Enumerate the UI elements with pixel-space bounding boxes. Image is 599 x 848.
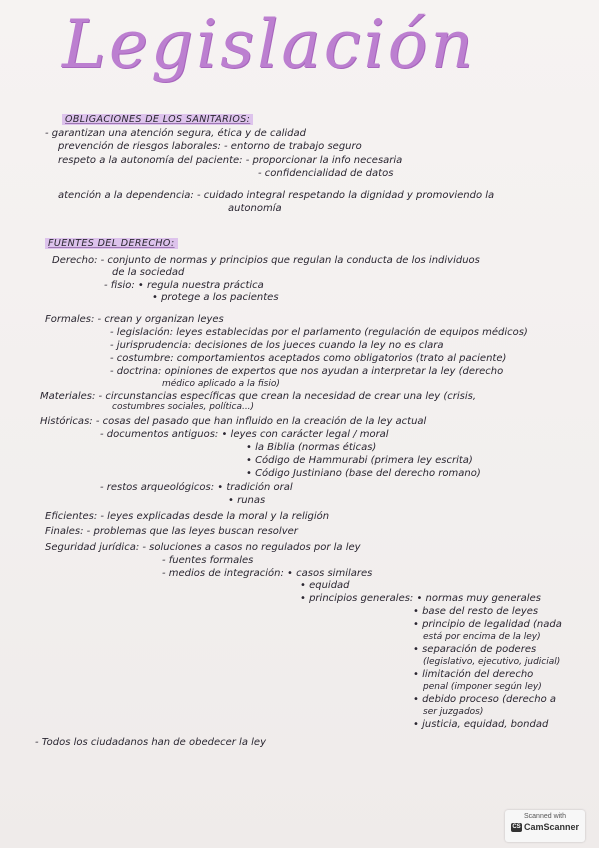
note-line xyxy=(45,314,224,326)
note-line xyxy=(40,391,476,403)
note-text: • principio de legalidad (nada xyxy=(413,619,562,630)
note-line xyxy=(58,141,362,153)
note-text: Seguridad jurídica: - soluciones a casos no regulados por la ley xyxy=(45,542,361,553)
note-text: médico aplicado a la fisio) xyxy=(162,379,280,389)
note-line xyxy=(58,155,402,167)
note-text: - doctrina: opiniones de expertos que nos ayudan a interpretar la ley (derecho xyxy=(110,366,504,377)
note-text: • debido proceso (derecho a xyxy=(413,694,557,705)
note-text: OBLIGACIONES DE LOS SANITARIOS: xyxy=(62,114,253,125)
note-line xyxy=(45,526,298,538)
note-line xyxy=(110,353,506,365)
note-text: Finales: - problemas que las leyes buscan resolver xyxy=(45,526,298,537)
note-text: • limitación del derecho xyxy=(413,669,534,680)
note-line xyxy=(423,631,541,643)
note-line xyxy=(100,482,293,494)
note-text: • justicia, equidad, bondad xyxy=(413,719,549,730)
note-line xyxy=(100,429,389,441)
note-text: penal (imponer según ley) xyxy=(423,682,542,692)
note-line xyxy=(45,128,306,140)
note-text: - documentos antiguos: • leyes con carácter legal / moral xyxy=(100,429,389,440)
note-text: • separación de poderes xyxy=(413,644,537,655)
watermark-brand xyxy=(505,822,585,832)
note-line xyxy=(246,468,481,480)
note-text: Eficientes: - leyes explicadas desde la moral y la religión xyxy=(45,511,330,522)
note-line xyxy=(45,542,361,554)
note-text: • la Biblia (normas éticas) xyxy=(246,442,377,453)
note-line xyxy=(228,203,282,215)
note-text: está por encima de la ley) xyxy=(423,632,541,642)
note-line xyxy=(423,656,560,668)
note-line xyxy=(300,580,350,592)
note-text: - medios de integración: • casos similares xyxy=(162,568,373,579)
note-line xyxy=(40,416,426,428)
note-line xyxy=(162,555,253,567)
note-line xyxy=(413,669,533,681)
note-text: • equidad xyxy=(300,580,350,591)
note-line xyxy=(104,280,264,292)
note-line xyxy=(162,378,280,390)
note-line xyxy=(423,681,542,693)
section-heading xyxy=(45,238,178,250)
note-text: atención a la dependencia: - cuidado integral respetando la dignidad y promoviendo la xyxy=(58,190,495,201)
note-line xyxy=(413,694,556,706)
note-line xyxy=(413,719,548,731)
note-line xyxy=(45,511,329,523)
note-line xyxy=(246,455,473,467)
note-line xyxy=(152,292,279,304)
note-text: - fisio: • regula nuestra práctica xyxy=(104,280,264,291)
section-heading xyxy=(62,114,253,126)
note-text: Formales: - crean y organizan leyes xyxy=(45,314,224,325)
note-line xyxy=(413,644,536,656)
note-text: • principios generales: • normas muy generales xyxy=(300,593,541,604)
note-line xyxy=(258,168,393,180)
note-text: Materiales: - circunstancias específicas que crean la necesidad de crear una ley (crisis, xyxy=(40,391,477,402)
note-text: • base del resto de leyes xyxy=(413,606,539,617)
note-text: - Todos los ciudadanos han de obedecer la ley xyxy=(35,737,266,748)
note-line xyxy=(112,267,184,279)
note-text: (legislativo, ejecutivo, judicial) xyxy=(423,657,561,667)
note-text: • protege a los pacientes xyxy=(152,292,279,303)
note-text: - restos arqueológicos: • tradición oral xyxy=(100,482,293,493)
note-line xyxy=(423,706,483,718)
note-text: autonomía xyxy=(228,203,282,214)
watermark-brand-text: CamScanner xyxy=(523,822,580,832)
note-line xyxy=(58,190,494,202)
note-text: de la sociedad xyxy=(112,267,185,278)
camscanner-logo-icon: CS xyxy=(512,824,521,831)
note-line xyxy=(413,606,538,618)
note-text: - costumbre: comportamientos aceptados como obligatorios (trato al paciente) xyxy=(110,353,507,364)
note-text: Derecho: - conjunto de normas y principios que regulan la conducta de los individuos xyxy=(52,255,480,266)
note-text: ser juzgados) xyxy=(423,707,484,717)
note-line xyxy=(52,255,480,267)
camscanner-watermark xyxy=(505,810,585,842)
note-line xyxy=(112,401,254,413)
note-text: respeto a la autonomía del paciente: - proporcionar la info necesaria xyxy=(58,155,403,166)
note-line xyxy=(413,619,562,631)
note-line xyxy=(110,366,503,378)
note-text: FUENTES DEL DERECHO: xyxy=(45,238,178,249)
note-line xyxy=(162,568,372,580)
note-text: • runas xyxy=(228,495,266,506)
note-text: prevención de riesgos laborales: - entorno de trabajo seguro xyxy=(58,141,362,152)
note-text: - jurisprudencia: decisiones de los jueces cuando la ley no es clara xyxy=(110,340,444,351)
note-text: • Código Justiniano (base del derecho romano) xyxy=(246,468,481,479)
note-text: costumbres sociales, política...) xyxy=(112,402,255,412)
note-text: - confidencialidad de datos xyxy=(258,168,394,179)
note-line xyxy=(246,442,376,454)
page-title: Legislación xyxy=(62,6,476,83)
note-line xyxy=(300,593,541,605)
note-line xyxy=(110,340,444,352)
note-text: • Código de Hammurabi (primera ley escrita) xyxy=(246,455,473,466)
note-text: - legislación: leyes establecidas por el parlamento (regulación de equipos médicos) xyxy=(110,327,528,338)
note-text: - fuentes formales xyxy=(162,555,254,566)
note-text: - garantizan una atención segura, ética y de calidad xyxy=(45,128,306,139)
note-line xyxy=(228,495,265,507)
note-text: Históricas: - cosas del pasado que han influido en la creación de la ley actual xyxy=(40,416,427,427)
note-line xyxy=(35,737,266,749)
watermark-top-text: Scanned with xyxy=(523,813,567,820)
note-line xyxy=(110,327,528,339)
